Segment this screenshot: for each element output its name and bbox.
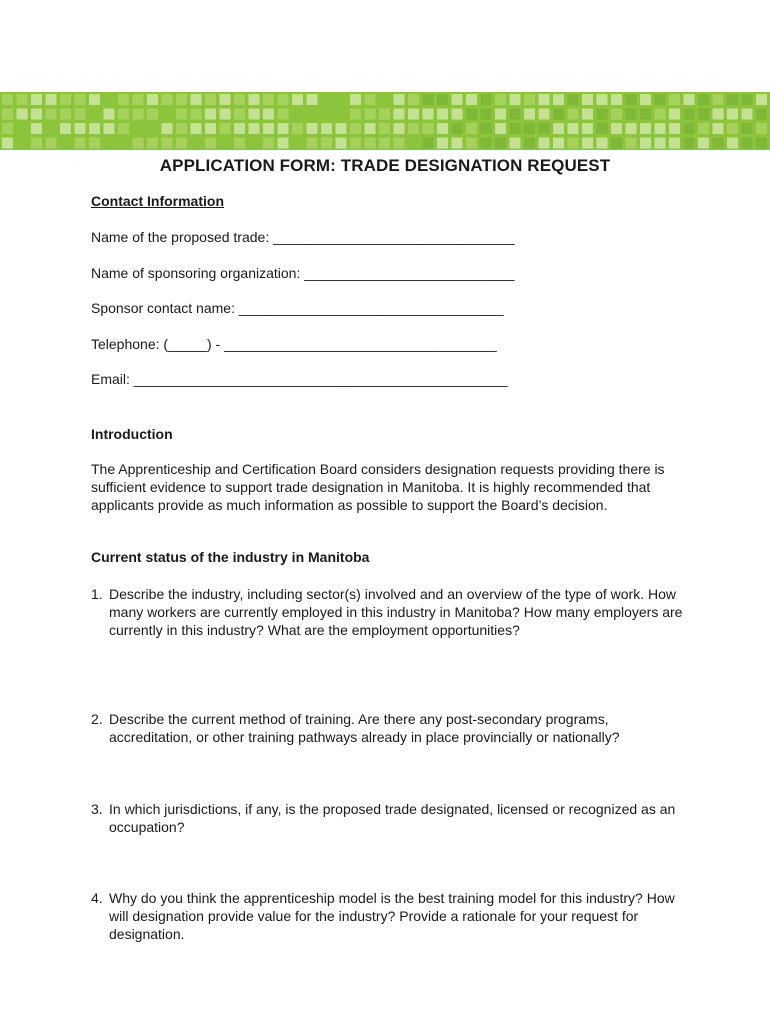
banner-tile bbox=[597, 123, 608, 134]
banner-tile bbox=[597, 138, 608, 149]
banner-tile bbox=[466, 109, 477, 120]
banner-tile bbox=[423, 109, 434, 120]
banner-tile bbox=[394, 138, 405, 149]
banner-tile bbox=[626, 123, 637, 134]
banner-tile bbox=[437, 94, 448, 105]
banner-tile bbox=[60, 109, 71, 120]
banner-tile bbox=[510, 138, 521, 149]
banner-tile bbox=[756, 94, 767, 105]
banner-tile bbox=[307, 123, 318, 134]
banner-tile bbox=[133, 123, 144, 134]
banner-tile bbox=[669, 138, 680, 149]
banner-tile bbox=[75, 138, 86, 149]
banner-tile bbox=[466, 123, 477, 134]
banner-tile bbox=[191, 123, 202, 134]
banner-tile bbox=[742, 94, 753, 105]
banner-tile bbox=[147, 138, 158, 149]
telephone-field[interactable]: Telephone: (_____) - ___________________________________ bbox=[91, 336, 497, 352]
banner-tile bbox=[46, 109, 57, 120]
banner-tile bbox=[713, 94, 724, 105]
banner-tile bbox=[350, 94, 361, 105]
banner-tile bbox=[452, 94, 463, 105]
banner-tile bbox=[75, 94, 86, 105]
banner-tile bbox=[17, 109, 28, 120]
banner-tile bbox=[234, 94, 245, 105]
banner-tile bbox=[495, 123, 506, 134]
banner-tile bbox=[46, 138, 57, 149]
banner-tile bbox=[336, 94, 347, 105]
introduction-text: The Apprenticeship and Certification Board considers designation requests providing there is sufficient evidence to support trade designation in Manitoba. It is highly recommended that applicants provide as much information as possible to support the Board’s decision. bbox=[91, 461, 665, 513]
banner-tile bbox=[553, 123, 564, 134]
banner-tile bbox=[626, 94, 637, 105]
banner-tile bbox=[249, 94, 260, 105]
question-2 bbox=[91, 710, 691, 746]
banner-tile bbox=[713, 138, 724, 149]
banner-tile bbox=[278, 138, 289, 149]
banner-tile bbox=[611, 123, 622, 134]
banner-tile bbox=[89, 123, 100, 134]
banner-tile bbox=[379, 138, 390, 149]
organization-field[interactable]: Name of sponsoring organization: ___________________________ bbox=[91, 265, 515, 281]
banner-tile bbox=[640, 138, 651, 149]
banner-tile bbox=[742, 138, 753, 149]
email-field[interactable]: Email: ________________________________________________ bbox=[91, 371, 508, 387]
banner-tile bbox=[568, 123, 579, 134]
banner-tile bbox=[249, 109, 260, 120]
banner-tile bbox=[60, 123, 71, 134]
banner-tile bbox=[307, 94, 318, 105]
banner-tile bbox=[524, 109, 535, 120]
banner-tile bbox=[220, 123, 231, 134]
banner-tile bbox=[756, 123, 767, 134]
banner-tile bbox=[481, 94, 492, 105]
question-number: 1. bbox=[91, 586, 103, 602]
banner-tile bbox=[118, 109, 129, 120]
banner-tile bbox=[684, 94, 695, 105]
banner-tile bbox=[698, 94, 709, 105]
banner-tile bbox=[394, 123, 405, 134]
banner-tile bbox=[495, 94, 506, 105]
banner-tile bbox=[626, 138, 637, 149]
banner-tile bbox=[133, 138, 144, 149]
banner-tile bbox=[220, 109, 231, 120]
banner-tile bbox=[365, 123, 376, 134]
banner-tile bbox=[640, 94, 651, 105]
banner-tile bbox=[539, 123, 550, 134]
industry-status-heading: Current status of the industry in Manitoba bbox=[91, 549, 370, 565]
question-3 bbox=[91, 800, 691, 836]
banner-tile bbox=[31, 138, 42, 149]
banner-tile bbox=[698, 109, 709, 120]
banner-tile bbox=[118, 138, 129, 149]
banner-tile bbox=[292, 94, 303, 105]
banner-tile bbox=[582, 94, 593, 105]
banner-tile bbox=[394, 109, 405, 120]
banner-tile bbox=[176, 94, 187, 105]
banner-tile bbox=[176, 109, 187, 120]
banner-tile bbox=[611, 94, 622, 105]
banner-tile bbox=[89, 138, 100, 149]
banner-tile bbox=[46, 123, 57, 134]
banner-tile bbox=[510, 123, 521, 134]
banner-tile bbox=[292, 109, 303, 120]
banner-tile bbox=[104, 109, 115, 120]
banner-tile bbox=[350, 138, 361, 149]
banner-tile bbox=[568, 94, 579, 105]
banner-tile bbox=[379, 123, 390, 134]
banner-tile bbox=[278, 123, 289, 134]
banner-tile bbox=[669, 109, 680, 120]
banner-tile bbox=[89, 94, 100, 105]
banner-tile bbox=[582, 138, 593, 149]
question-number: 3. bbox=[91, 801, 103, 817]
banner-tile bbox=[336, 138, 347, 149]
banner-tile bbox=[684, 109, 695, 120]
banner-tile bbox=[481, 109, 492, 120]
question-number: 2. bbox=[91, 711, 103, 727]
banner-tile bbox=[437, 138, 448, 149]
banner-tile bbox=[133, 94, 144, 105]
banner-tile bbox=[292, 123, 303, 134]
banner-tile bbox=[162, 123, 173, 134]
banner-tile bbox=[698, 138, 709, 149]
banner-tile bbox=[727, 94, 738, 105]
banner-tile bbox=[727, 109, 738, 120]
banner-tile bbox=[205, 94, 216, 105]
banner-tile bbox=[104, 138, 115, 149]
banner-tile bbox=[452, 138, 463, 149]
banner-tile bbox=[669, 94, 680, 105]
banner-tile bbox=[655, 109, 666, 120]
banner-tile bbox=[684, 123, 695, 134]
banner-tile bbox=[191, 138, 202, 149]
banner-tile bbox=[655, 94, 666, 105]
banner-tile bbox=[640, 123, 651, 134]
header-banner bbox=[0, 92, 770, 150]
banner-tile bbox=[510, 94, 521, 105]
banner-tile bbox=[220, 94, 231, 105]
banner-tile bbox=[727, 138, 738, 149]
banner-tile bbox=[292, 138, 303, 149]
banner-tile bbox=[249, 123, 260, 134]
banner-tile bbox=[321, 123, 332, 134]
banner-tile bbox=[60, 94, 71, 105]
banner-tile bbox=[31, 123, 42, 134]
banner-tile bbox=[2, 109, 13, 120]
banner-tile bbox=[365, 138, 376, 149]
banner-tile bbox=[626, 109, 637, 120]
banner-tile bbox=[510, 109, 521, 120]
introduction-heading: Introduction bbox=[91, 426, 173, 442]
banner-tile bbox=[147, 123, 158, 134]
banner-tile bbox=[46, 94, 57, 105]
banner-tile bbox=[89, 109, 100, 120]
banner-tile bbox=[17, 94, 28, 105]
banner-tile bbox=[524, 123, 535, 134]
banner-tile bbox=[365, 109, 376, 120]
banner-tile bbox=[423, 123, 434, 134]
banner-tile bbox=[597, 94, 608, 105]
banner-tile bbox=[727, 123, 738, 134]
banner-tile bbox=[133, 109, 144, 120]
banner-tile bbox=[2, 138, 13, 149]
banner-tile bbox=[495, 109, 506, 120]
banner-tile bbox=[307, 109, 318, 120]
banner-tile bbox=[408, 138, 419, 149]
banner-tile bbox=[17, 138, 28, 149]
banner-tile bbox=[408, 109, 419, 120]
banner-tile bbox=[408, 94, 419, 105]
banner-tile bbox=[408, 123, 419, 134]
banner-tile bbox=[234, 123, 245, 134]
banner-tile bbox=[481, 123, 492, 134]
banner-tile bbox=[611, 138, 622, 149]
banner-tile bbox=[597, 109, 608, 120]
banner-tile bbox=[481, 138, 492, 149]
banner-tile bbox=[655, 123, 666, 134]
banner-tile bbox=[249, 138, 260, 149]
banner-tile bbox=[220, 138, 231, 149]
question-number: 4. bbox=[91, 890, 103, 906]
banner-tile bbox=[307, 138, 318, 149]
banner-tile bbox=[350, 109, 361, 120]
banner-tile bbox=[75, 123, 86, 134]
banner-tile bbox=[379, 109, 390, 120]
banner-tile bbox=[756, 109, 767, 120]
banner-tile bbox=[713, 109, 724, 120]
sponsor-contact-field[interactable]: Sponsor contact name: __________________________________ bbox=[91, 300, 504, 316]
banner-tile bbox=[321, 109, 332, 120]
banner-tile bbox=[17, 123, 28, 134]
banner-tile bbox=[466, 138, 477, 149]
banner-tile bbox=[147, 94, 158, 105]
banner-tile bbox=[278, 94, 289, 105]
banner-tile bbox=[742, 123, 753, 134]
banner-tile bbox=[524, 94, 535, 105]
page-title: APPLICATION FORM: TRADE DESIGNATION REQUEST bbox=[159, 156, 611, 175]
banner-tile bbox=[104, 94, 115, 105]
banner-tile bbox=[336, 123, 347, 134]
banner-tile bbox=[31, 109, 42, 120]
banner-tile bbox=[365, 94, 376, 105]
banner-tile bbox=[336, 109, 347, 120]
banner-tile bbox=[191, 109, 202, 120]
banner-tile bbox=[553, 94, 564, 105]
banner-tile bbox=[582, 123, 593, 134]
banner-tile bbox=[495, 138, 506, 149]
banner-tile bbox=[394, 94, 405, 105]
banner-tile bbox=[684, 138, 695, 149]
banner-tile bbox=[162, 138, 173, 149]
banner-tile bbox=[640, 109, 651, 120]
banner-tile bbox=[539, 94, 550, 105]
banner-tile bbox=[553, 109, 564, 120]
banner-tile bbox=[278, 109, 289, 120]
banner-tile bbox=[2, 123, 13, 134]
question-text: In which jurisdictions, if any, is the proposed trade designated, licensed or recognized as an occupation? bbox=[109, 801, 676, 835]
banner-tile bbox=[263, 123, 274, 134]
banner-tile bbox=[263, 109, 274, 120]
banner-tile bbox=[423, 138, 434, 149]
banner-tile bbox=[452, 123, 463, 134]
banner-tile bbox=[350, 123, 361, 134]
banner-tile bbox=[191, 94, 202, 105]
banner-tile bbox=[611, 109, 622, 120]
banner-tile bbox=[669, 123, 680, 134]
banner-tile bbox=[31, 94, 42, 105]
banner-tile bbox=[452, 109, 463, 120]
banner-tile bbox=[539, 138, 550, 149]
contact-heading: Contact Information bbox=[91, 193, 224, 209]
banner-tile bbox=[263, 138, 274, 149]
banner-tile bbox=[437, 123, 448, 134]
banner-tile bbox=[205, 123, 216, 134]
banner-tile bbox=[698, 123, 709, 134]
question-1 bbox=[91, 585, 691, 639]
banner-tile bbox=[423, 94, 434, 105]
banner-tile bbox=[756, 138, 767, 149]
banner-tile bbox=[205, 138, 216, 149]
banner-tile bbox=[162, 94, 173, 105]
trade-name-field[interactable]: Name of the proposed trade: _______________________________ bbox=[91, 229, 515, 245]
banner-tile bbox=[437, 109, 448, 120]
question-text: Describe the industry, including sector(s) involved and an overview of the type of work. How many workers are currently employed in this industry in Manitoba? How many employers are currently in this industry? What are the employment opportunities? bbox=[109, 586, 683, 638]
question-4 bbox=[91, 889, 691, 943]
banner-tile bbox=[568, 109, 579, 120]
banner-tile bbox=[2, 94, 13, 105]
banner-tile bbox=[234, 109, 245, 120]
banner-tile bbox=[321, 94, 332, 105]
banner-tile bbox=[234, 138, 245, 149]
banner-tile bbox=[118, 123, 129, 134]
banner-tile bbox=[176, 123, 187, 134]
banner-tile bbox=[147, 109, 158, 120]
question-text: Why do you think the apprenticeship model is the best training model for this industry? How will designation provide value for the industry? Provide a rationale for your request for designation. bbox=[109, 890, 675, 942]
banner-tile bbox=[582, 109, 593, 120]
banner-tile bbox=[176, 138, 187, 149]
banner-tile bbox=[553, 138, 564, 149]
banner-tile bbox=[539, 109, 550, 120]
banner-tile bbox=[466, 94, 477, 105]
banner-tile bbox=[118, 94, 129, 105]
green-tile-pattern bbox=[0, 92, 770, 150]
banner-tile bbox=[205, 109, 216, 120]
banner-tile bbox=[524, 138, 535, 149]
banner-tile bbox=[742, 109, 753, 120]
banner-tile bbox=[655, 138, 666, 149]
banner-tile bbox=[263, 94, 274, 105]
banner-tile bbox=[321, 138, 332, 149]
banner-tile bbox=[104, 123, 115, 134]
banner-tile bbox=[162, 109, 173, 120]
banner-tile bbox=[379, 94, 390, 105]
banner-tile bbox=[75, 109, 86, 120]
question-text: Describe the current method of training. Are there any post-secondary programs, accreditation, or other training pathways already in place provincially or nationally? bbox=[109, 711, 620, 745]
banner-tile bbox=[713, 123, 724, 134]
banner-tile bbox=[60, 138, 71, 149]
banner-tile bbox=[568, 138, 579, 149]
